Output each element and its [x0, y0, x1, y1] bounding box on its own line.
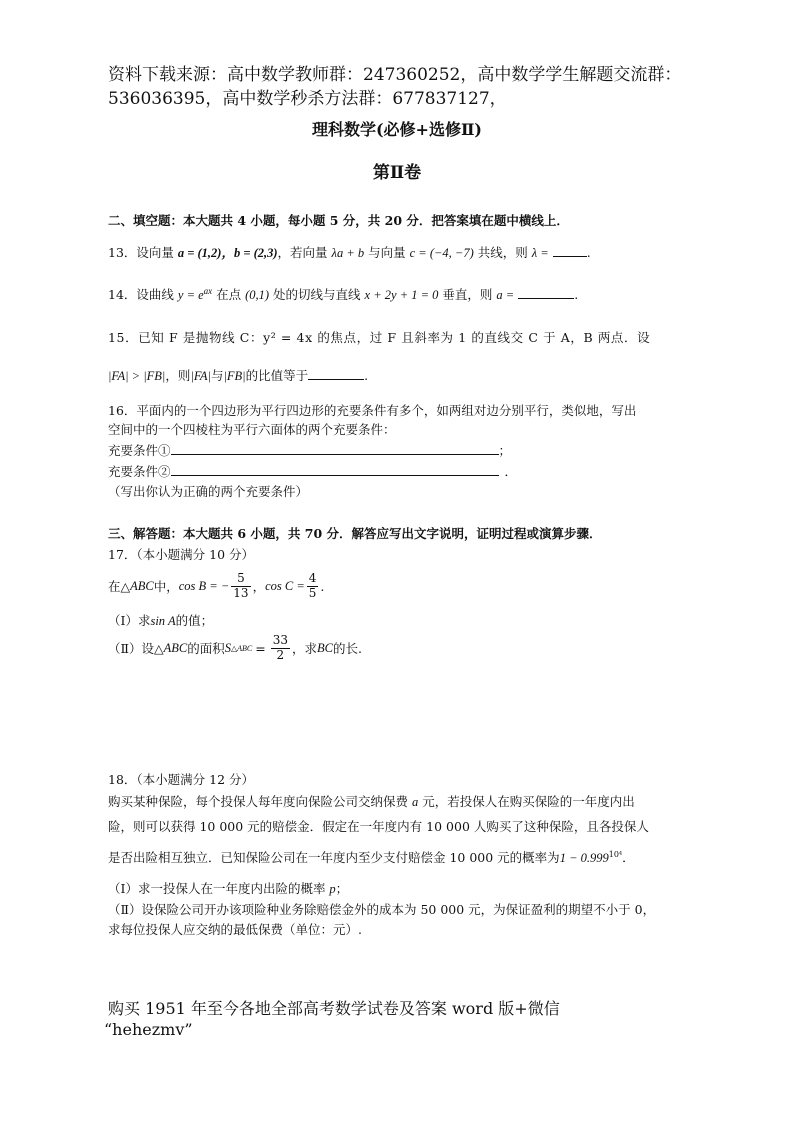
q17-part2-end: 的长. [333, 641, 362, 656]
q14-point: (0,1) [245, 288, 270, 302]
answer-blank [553, 244, 587, 257]
q15-end: . [364, 368, 369, 383]
q17-part2-text: （Ⅱ）设△ [108, 641, 164, 656]
q15-text: 与 [210, 368, 224, 383]
q18-part2-line2: 求每位投保人应交纳的最低保费（单位：元）. [108, 922, 362, 937]
q17-triangle: ABC [163, 640, 188, 655]
q15-fa: |FA| [190, 369, 211, 383]
q18-premium: a [411, 795, 419, 809]
question-15-line2 [108, 366, 368, 384]
q13-text: ，若向量 [277, 245, 332, 260]
q17-area-symbol: S [224, 640, 231, 655]
q14-text: 在点 [212, 287, 246, 302]
footer-line1: 购买 1951 年至今各地全部高考数学试卷及答案 word 版+微信 [108, 999, 560, 1018]
fraction-denominator: 5 [308, 585, 317, 600]
question-16-line2: 空间中的一个四棱柱为平行六面体的两个充要条件： [108, 422, 396, 437]
q16-condition-1-label: 充要条件① [108, 443, 171, 458]
q17-bc: BC [317, 640, 334, 655]
q14-end: . [574, 287, 579, 302]
q17-part2-text: ，求 [292, 641, 318, 656]
q18-text: 元，若投保人在购买保险的一年度内出 [418, 794, 635, 809]
q14-exponent: ax [203, 285, 213, 296]
q13-lambda: λ = [531, 246, 549, 260]
fraction-denominator: 13 [233, 585, 249, 600]
question-13 [108, 243, 591, 261]
q18-heading: 18．（本小题满分 12 分） [108, 772, 255, 787]
q13-combination: λa + b [331, 246, 365, 260]
q17-cosc: cos C = [265, 578, 305, 593]
q15-fb: |FB| [223, 369, 246, 383]
answer-blank [171, 442, 499, 455]
q17-end: . [320, 578, 325, 594]
q17-text: ， [252, 579, 266, 594]
q13-vectors: a = (1,2)，b = (2,3) [177, 246, 278, 260]
q18-part1-text: （Ⅰ）求一投保人在一年度内出险的概率 [108, 881, 330, 896]
q15-text: ，则 [165, 368, 191, 383]
footer-line2: “hehezmv” [104, 1020, 193, 1039]
q17-area-fraction [271, 634, 290, 663]
q17-equals: = [255, 640, 266, 656]
exam-title: 理科数学(必修+选修Ⅱ) [311, 120, 483, 139]
q16-condition-2-label: 充要条件② [108, 464, 171, 479]
fraction-denominator: 2 [276, 647, 285, 662]
answer-blank [171, 463, 499, 476]
q17-triangle: ABC [130, 578, 154, 593]
volume-title: 第Ⅱ卷 [372, 163, 422, 183]
q18-part1-end: ； [335, 881, 349, 896]
q14-curve: y = e [177, 288, 204, 302]
q14-line: x + 2y + 1 = 0 [364, 288, 439, 302]
q16-condition-1-end: ； [498, 443, 512, 458]
fraction-numerator: 33 [272, 632, 289, 647]
q18-line2: 险，则可以获得 10 000 元的赔偿金．假定在一年度内有 10 000 人购买了这种保险，且各投保人 [108, 819, 649, 834]
fraction-numerator: 4 [308, 570, 317, 585]
q15-text: 的比值等于 [245, 368, 309, 383]
q18-text: 是否出险相互独立．已知保险公司在一年度内至少支付赔偿金 10 000 元的概率为 [108, 850, 560, 865]
q14-number: 14． [108, 287, 137, 302]
q16-condition-2-end: ． [504, 464, 518, 479]
q18-p: p [329, 882, 336, 896]
section2-heading: 二、填空题：本大题共 4 小题，每小题 5 分，共 20 分．把答案填在题中横线上． [108, 213, 569, 228]
q13-text: 与向量 [364, 245, 410, 260]
q17-cosb-fraction [231, 572, 250, 601]
q17-heading: 17．（本小题满分 10 分） [108, 547, 255, 562]
question-14 [108, 285, 578, 303]
q13-text: 共线，则 [473, 245, 532, 260]
q18-end: ． [622, 850, 635, 865]
q17-text: 在△ [108, 579, 131, 594]
source-header-line2: 536036395，高中数学秒杀方法群：677837127， [108, 89, 507, 109]
q18-part1 [108, 879, 348, 897]
q17-text: 中， [153, 579, 179, 594]
q16-condition-1 [108, 441, 511, 459]
fraction-numerator: 5 [231, 572, 250, 587]
source-header-line1: 资料下载来源：高中数学教师群：247360252，高中数学学生解题交流群： [108, 65, 682, 85]
q18-text: 购买某种保险，每个投保人每年度向保险公司交纳保费 [108, 794, 412, 809]
q14-text: 垂直，则 [438, 287, 497, 302]
q18-line1 [108, 792, 635, 810]
question-16-line1: 16．平面内的一个四边形为平行四边形的充要条件有多个，如两组对边分别平行，类似地，写出 [108, 403, 637, 418]
q18-probability: 1 − 0.999 [559, 851, 609, 865]
answer-blank [308, 367, 364, 380]
q17-part2-text: 的面积 [187, 641, 225, 656]
q17-part1-end: 的值； [175, 613, 214, 628]
q17-sina: sin A [150, 614, 176, 628]
q13-text: 设向量 [136, 245, 178, 260]
q16-note: （写出你认为正确的两个充要条件） [108, 484, 309, 499]
q17-statement [108, 564, 324, 608]
q14-a: a = [496, 288, 515, 302]
q18-exponent: 10⁴ [608, 849, 623, 859]
q13-vector-c: c = (−4, −7) [409, 246, 474, 260]
q17-area-subscript: △ABC [230, 643, 253, 653]
q13-number: 13． [108, 245, 137, 260]
q18-part2-line1: （Ⅱ）设保险公司开办该项险种业务除赔偿金外的成本为 50 000 元，为保证盈利的期望不小于 0， [108, 902, 656, 917]
q17-part1-label: （Ⅰ）求 [108, 613, 151, 628]
q15-condition: |FA| > |FB| [108, 369, 166, 383]
q18-line3 [108, 848, 635, 866]
question-15-line1: 15．已知 F 是抛物线 C：y² = 4x 的焦点，过 F 且斜率为 1 的直线交 C 于 A，B 两点．设 [108, 330, 651, 345]
q14-text: 处的切线与直线 [269, 287, 365, 302]
q16-condition-2 [108, 462, 517, 480]
q13-end: . [586, 245, 591, 260]
answer-blank [518, 286, 574, 299]
q17-cosc-fraction [307, 572, 319, 601]
q14-text: 设曲线 [136, 287, 178, 302]
q17-part2 [108, 626, 362, 670]
section3-heading: 三、解答题：本大题共 6 小题，共 70 分．解答应写出文字说明，证明过程或演算步骤． [108, 526, 602, 541]
q17-cosb: cos B = − [178, 578, 230, 593]
